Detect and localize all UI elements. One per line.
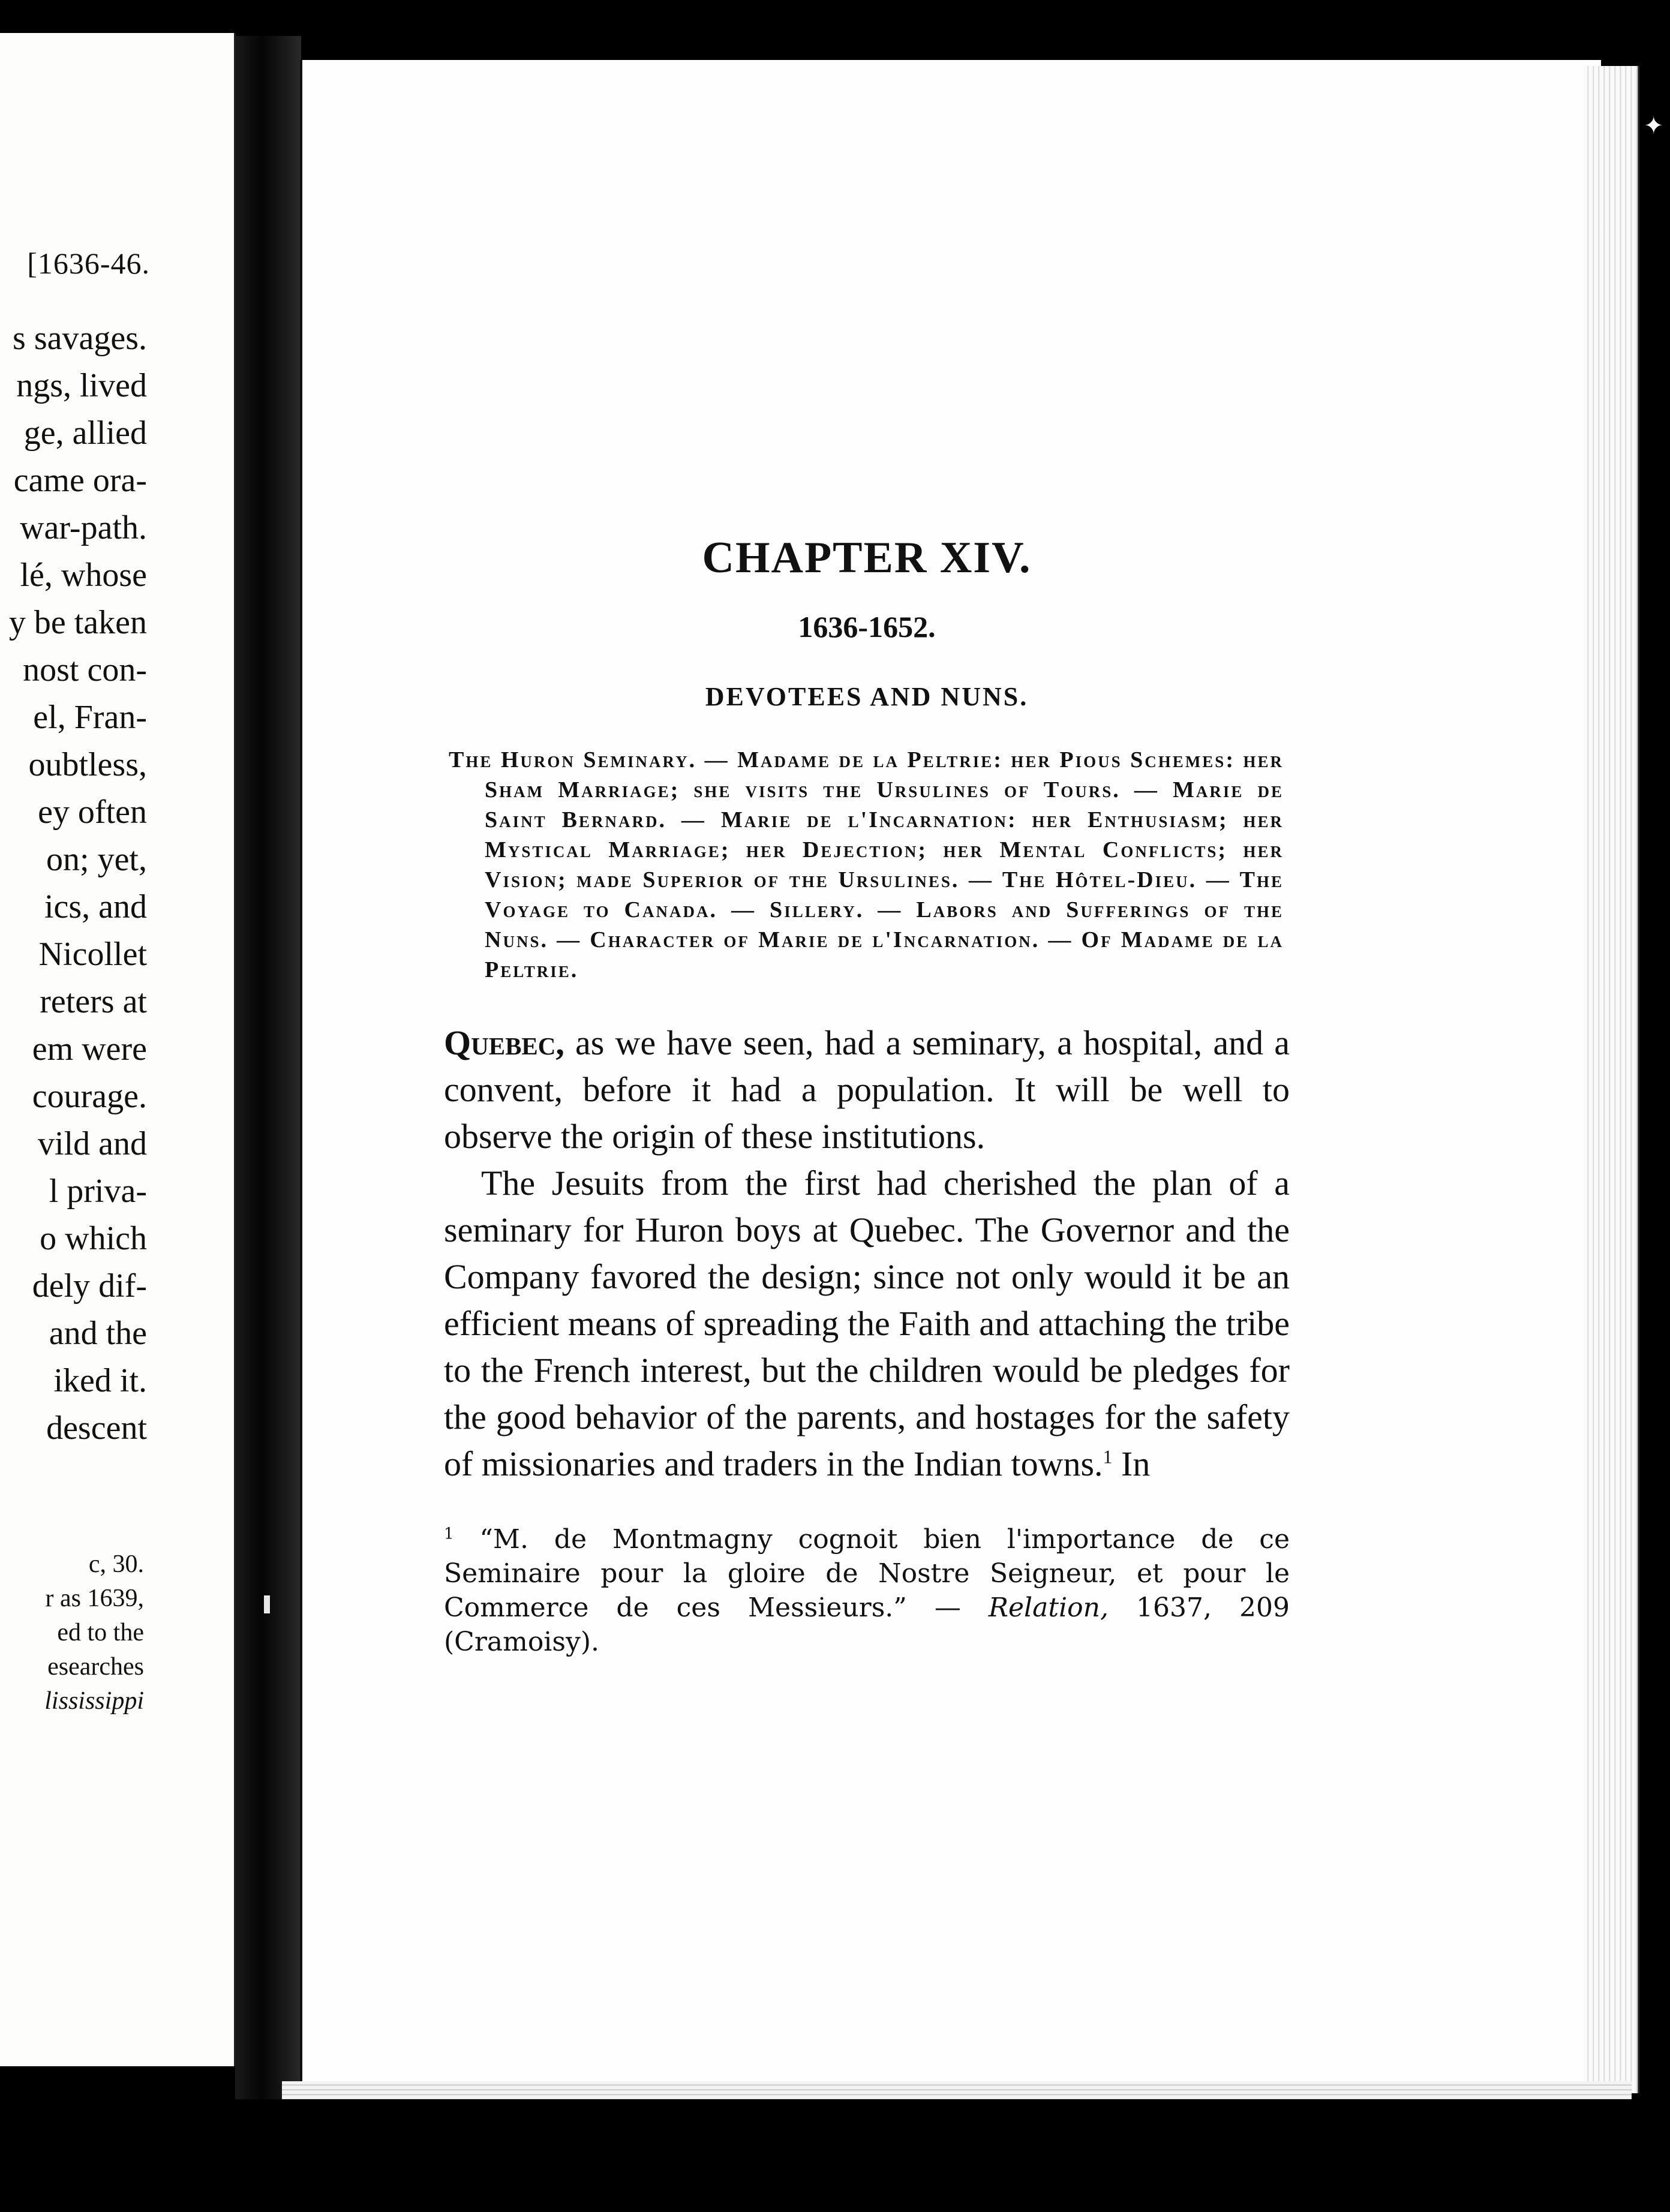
left-note-line: esearches	[47, 1653, 144, 1681]
left-line: courage.	[32, 1078, 147, 1115]
footnote-source-italic: Relation,	[988, 1592, 1109, 1623]
left-page-footnotes	[44, 1547, 144, 1718]
left-line: ey often	[38, 794, 147, 831]
left-line: on; yet,	[46, 841, 147, 878]
left-line: dely dif-	[32, 1267, 147, 1305]
chapter-years: 1636-1652.	[798, 610, 936, 644]
footnote-text: “M. de Montmagny cognoit bien l'importance de ce Seminaire pour la gloire de Nostre Seigneur, et pour le Commerce de ces Messieurs.” —	[444, 1524, 1290, 1623]
left-line: descent	[46, 1409, 147, 1447]
opening-word: Quebec,	[444, 1023, 564, 1062]
left-line: ics, and	[44, 888, 147, 925]
left-note-line: lississippi	[44, 1687, 144, 1715]
left-line: war-path.	[20, 509, 147, 546]
gutter-mark	[264, 1595, 270, 1613]
paragraph	[444, 1020, 1290, 1160]
left-line: el, Fran-	[33, 699, 147, 736]
corner-mark-icon: ✦	[1644, 112, 1664, 139]
chapter-content	[444, 528, 1290, 1659]
footnote-reference: 1	[1103, 1445, 1113, 1468]
body-text	[444, 1020, 1290, 1487]
left-line: reters at	[40, 983, 147, 1020]
left-line: iked it.	[53, 1362, 147, 1399]
chapter-title: CHAPTER XIV.	[702, 533, 1032, 582]
left-line: ge, allied	[23, 414, 147, 452]
footnote	[444, 1522, 1290, 1659]
left-line: Nicollet	[38, 936, 147, 973]
footnote-marker: 1	[444, 1525, 454, 1543]
left-line: vild and	[38, 1125, 147, 1162]
left-line: ngs, lived	[16, 367, 147, 404]
left-line: s savages.	[13, 320, 147, 357]
left-note-line: r as 1639,	[45, 1585, 144, 1612]
left-running-head: [1636-46.	[27, 247, 150, 280]
left-line: came ora-	[13, 462, 147, 499]
left-line: and the	[49, 1315, 147, 1352]
left-line: em were	[32, 1030, 147, 1068]
left-line: l priva-	[49, 1173, 147, 1210]
paragraph-text: The Jesuits from the first had cherished the plan of a seminary for Huron boys at Quebec. The Governor and the Company favored the design; since not only would it be an efficient means of spreading the Faith and attaching the tribe to the French interest, but the children would be pledges for the good behavior of the parents, and hostages for the safety of missionaries and traders in the Indian towns.	[444, 1164, 1290, 1483]
paragraph-tail: In	[1112, 1444, 1151, 1483]
left-page-fragment	[0, 33, 236, 2066]
left-line: lé, whose	[20, 557, 147, 594]
paragraph	[444, 1160, 1290, 1487]
chapter-subject: DEVOTEES AND NUNS.	[705, 682, 1029, 711]
book-gutter	[235, 36, 301, 2099]
page-edges	[1584, 66, 1639, 2093]
footnote-source: 1637, 209 (Cramoisy).	[444, 1592, 1290, 1657]
left-line: o which	[40, 1220, 147, 1257]
paragraph-text: as we have seen, had a seminary, a hospital, and a convent, before it had a population. It will be well to observe the origin of these institutions.	[444, 1023, 1290, 1156]
left-line: oubtless,	[28, 746, 147, 783]
chapter-synopsis: The Huron Seminary. — Madame de la Peltrie: her Pious Schemes: her Sham Marriage; she visits the Ursulines of Tours. — Marie de Saint Bernard. — Marie de l'Incarnation: her Enthusiasm; her Mystical Marriage; her Dejection; her Mental Conflicts; her Vision; made Superior of the Ursulines. — The Hôtel-Dieu. — The Voyage to Canada. — Sillery. — Labors and Sufferings of the Nuns. — Character of Marie de l'Incarnation. — Of Madame de la Peltrie.	[449, 747, 1284, 982]
left-note-line: c, 30.	[88, 1550, 144, 1578]
left-line: y be taken	[8, 604, 147, 641]
left-note-line: ed to the	[57, 1619, 144, 1646]
bottom-page-edges	[282, 2081, 1632, 2099]
left-line: nost con-	[23, 651, 147, 689]
left-page-text	[9, 315, 147, 1452]
